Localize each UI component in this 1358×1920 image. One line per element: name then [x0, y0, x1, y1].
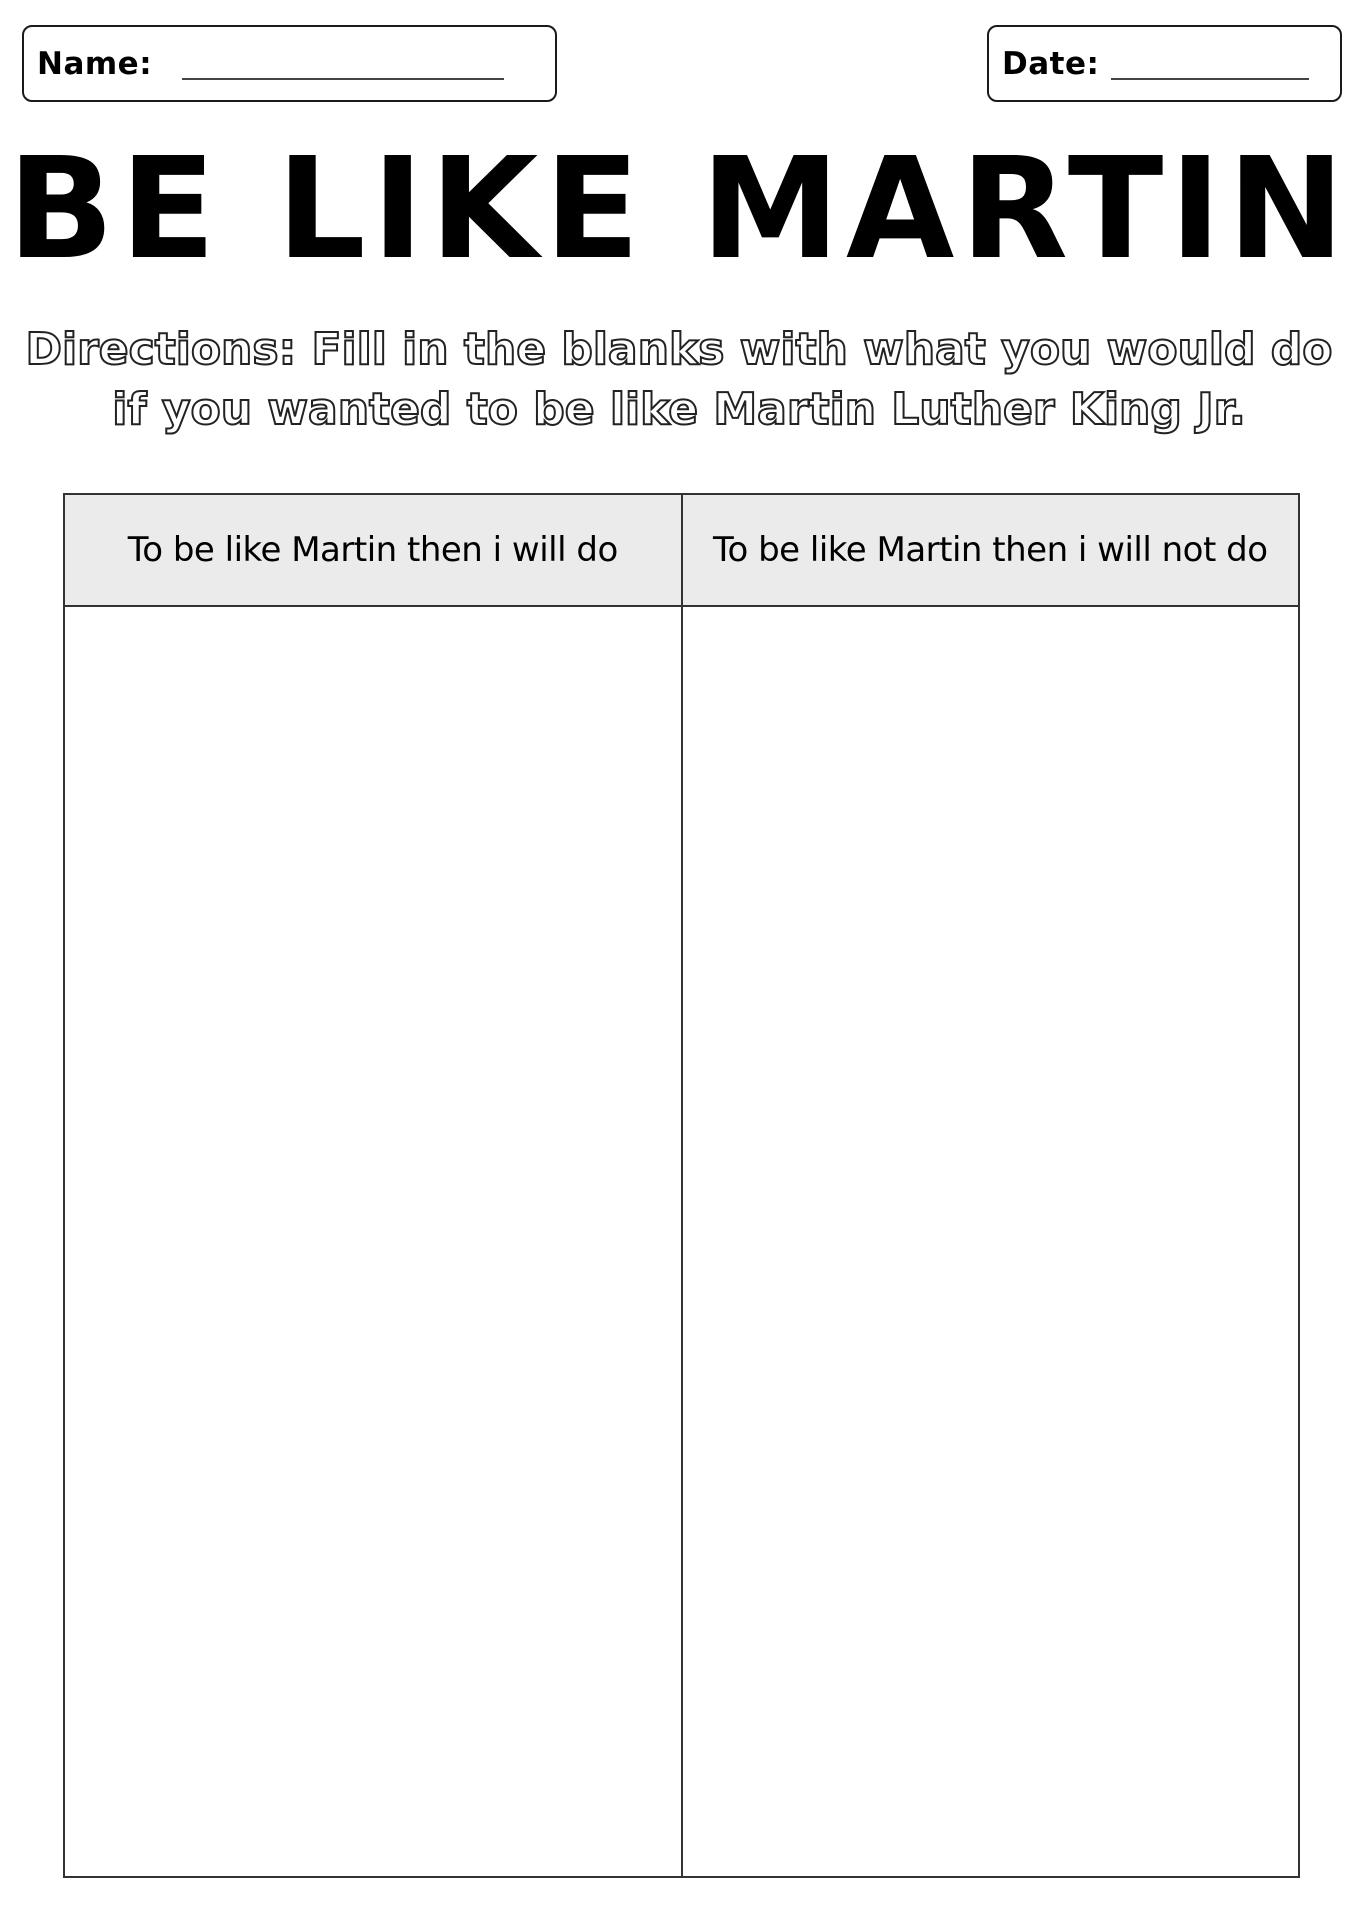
date-field-box [987, 25, 1342, 102]
will-not-do-answer-area[interactable] [683, 607, 1299, 1876]
name-field-box [22, 25, 557, 102]
will-not-do-header: To be like Martin then i will not do [683, 495, 1299, 607]
date-input-line[interactable] [1111, 78, 1309, 80]
directions-line-2: if you wanted to be like Martin Luther King Jr. [112, 384, 1246, 435]
will-do-column [65, 495, 681, 1876]
will-do-header: To be like Martin then i will do [65, 495, 681, 607]
name-label: Name: [37, 45, 153, 82]
t-chart-table [63, 493, 1300, 1878]
will-do-answer-area[interactable] [65, 607, 681, 1876]
directions-line-1: Directions: Fill in the blanks with what you would do [25, 324, 1333, 375]
will-not-do-column [681, 495, 1299, 1876]
date-label: Date: [1002, 45, 1100, 82]
name-input-line[interactable] [182, 78, 504, 80]
directions-text [20, 320, 1338, 440]
page-title: BE LIKE MARTIN [7, 128, 1351, 291]
